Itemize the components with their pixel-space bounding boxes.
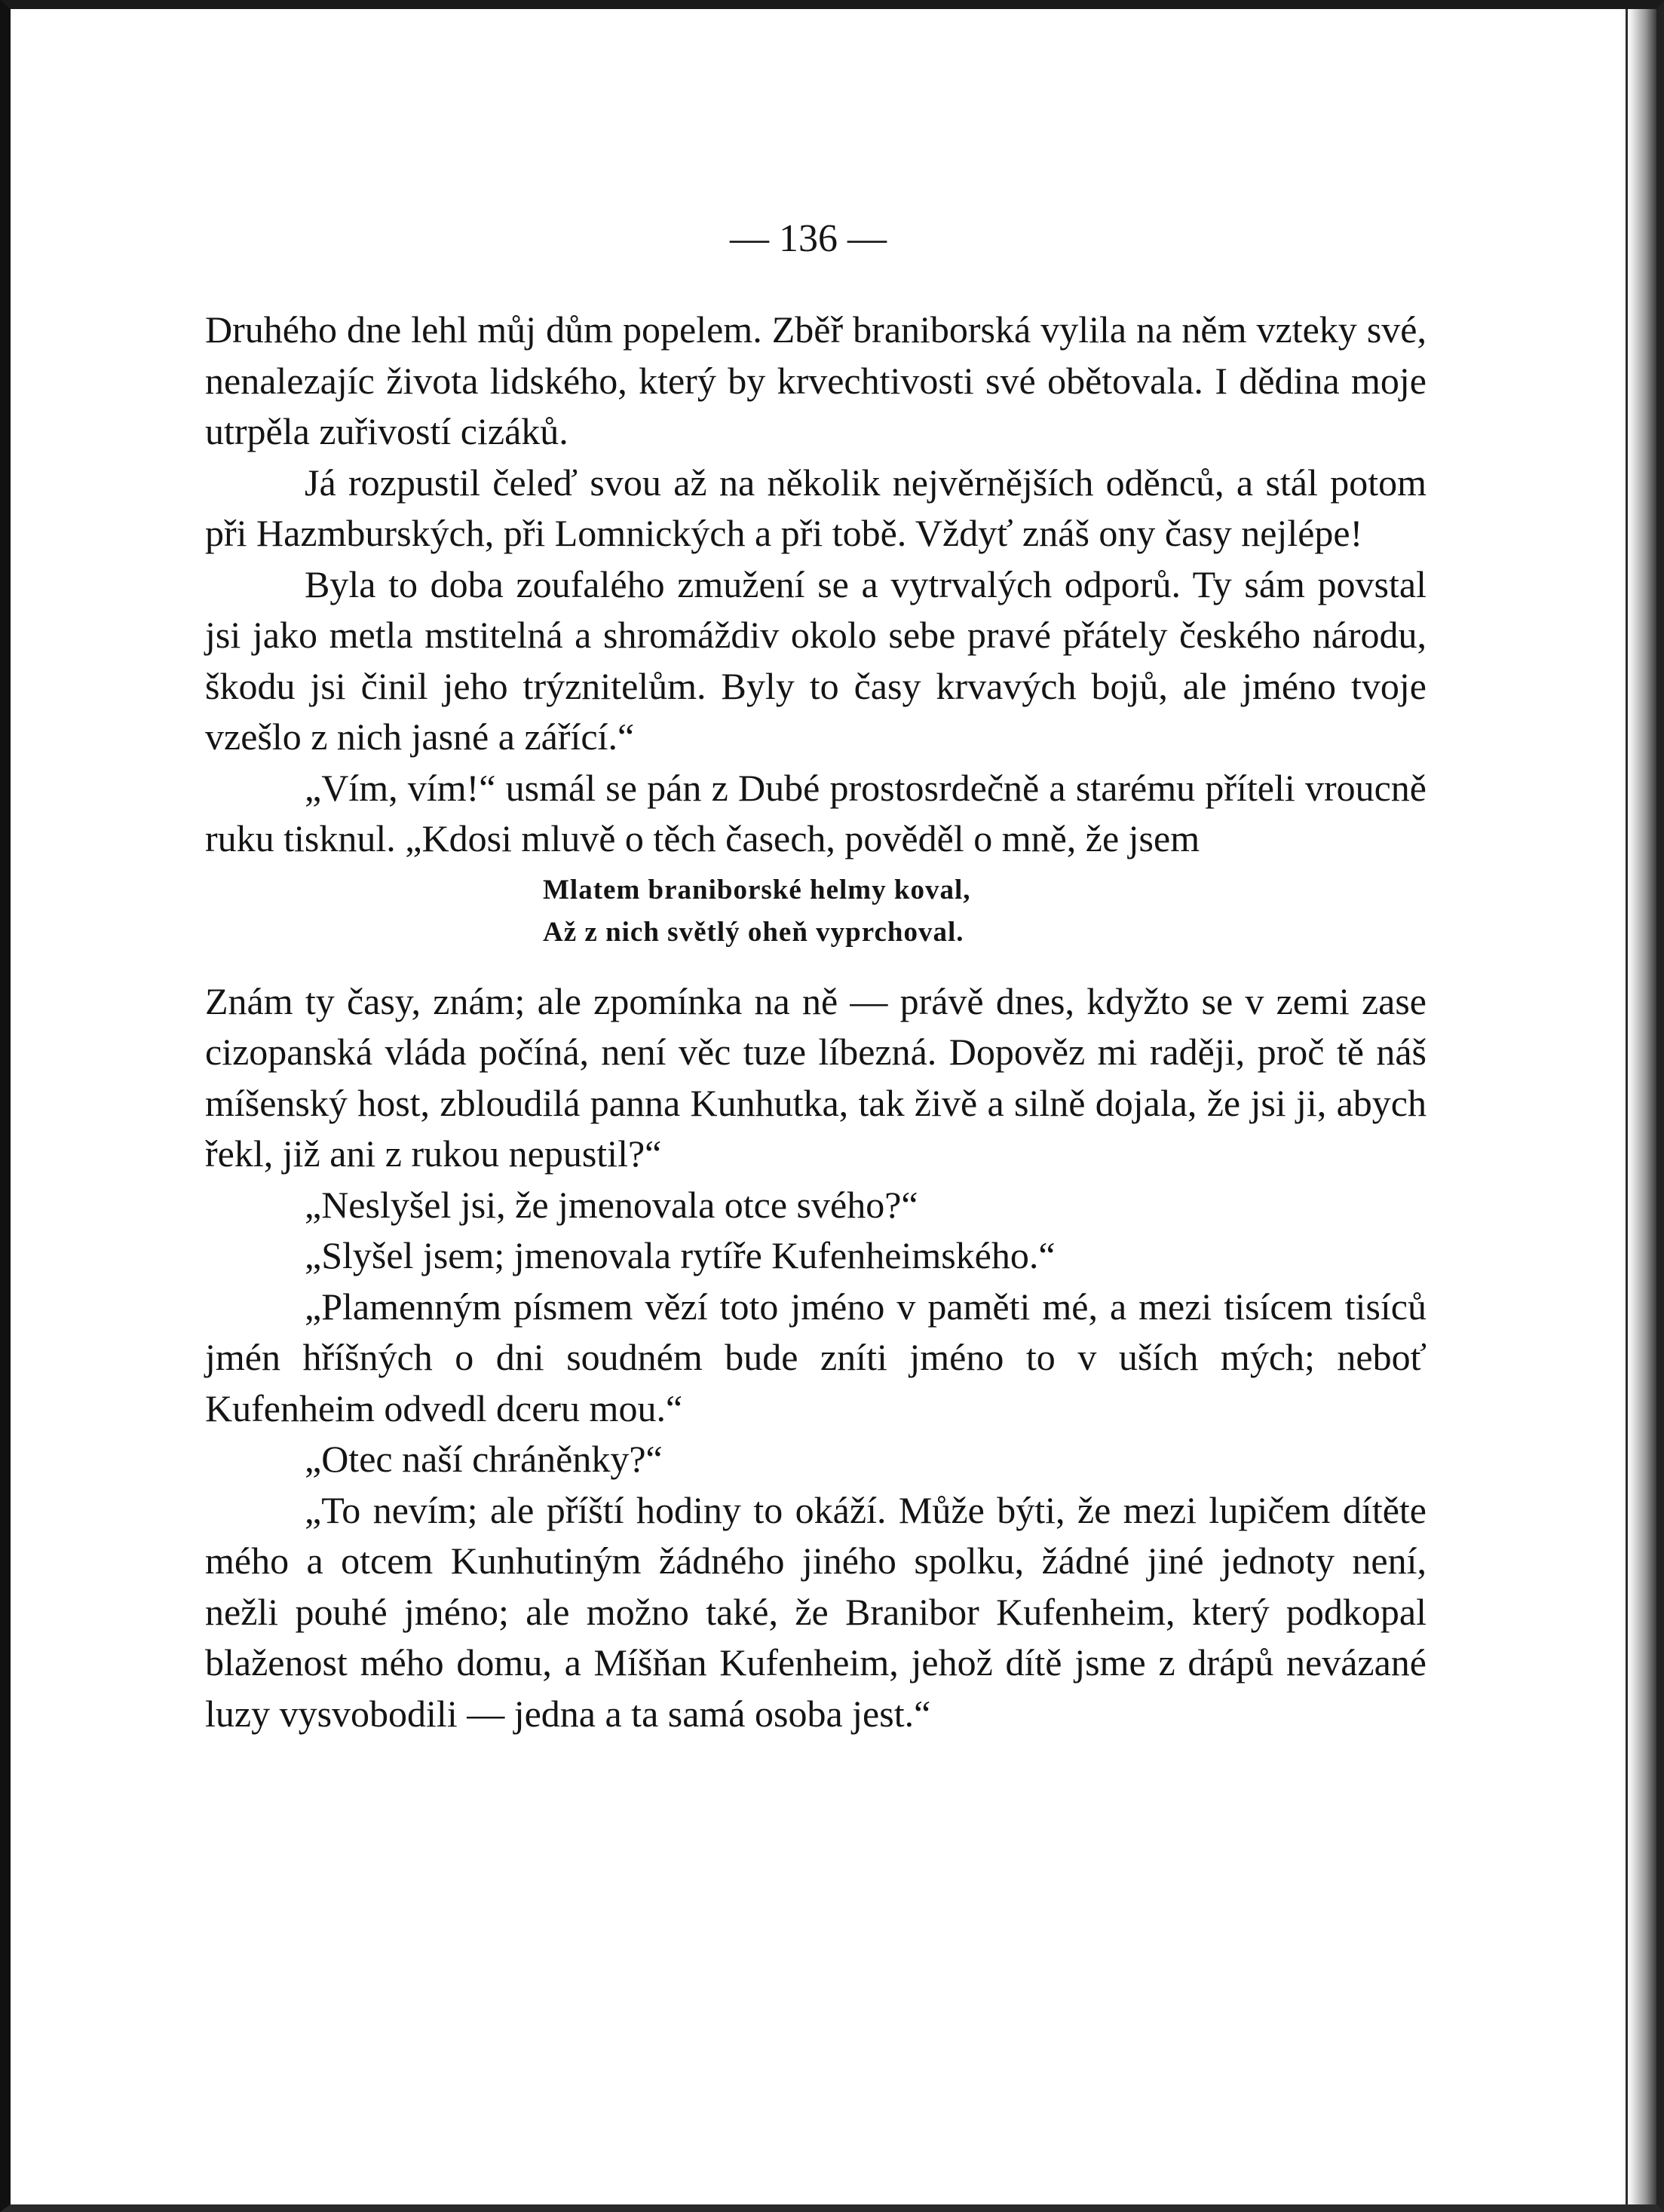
paragraph: „Plamenným písmem vězí toto jméno v paměti mé, a mezi tisícem tisíců jmén hříšných o dni soudném bude zníti jméno to v uších mých; neboť Kufenheim odvedl dceru mou.“ <box>205 1285 1427 1429</box>
page-number: — 136 — <box>730 217 887 260</box>
paragraph: Druhého dne lehl můj dům popelem. Zběř braniborská vylila na něm vzteky své, nenalezajíc života lidského, který by krvechtivosti své obětovala. I dědina moje utrpěla zuřivostí cizáků. <box>205 308 1427 452</box>
paragraph: „Neslyšel jsi, že jmenovala otce svého?“ <box>305 1183 918 1226</box>
book-spine-edge <box>1626 9 1628 2204</box>
verse-quote <box>543 869 1427 954</box>
paragraph: „Vím, vím!“ usmál se pán z Dubé prostosrdečně a starému příteli vroucně ruku tisknul. „Kdosi mluvě o těch časech, pověděl o mně, že jsem <box>205 766 1427 859</box>
verse-line: Až z nich světlý oheň vyprchoval. <box>543 916 964 948</box>
paragraph: Znám ty časy, znám; ale zpomínka na ně — právě dnes, kdyžto se v zemi zase cizopanská vláda počíná, není věc tuze líbezná. Dopověz mi raději, proč tě náš míšenský host, zbloudilá panna Kunhutka, tak živě a silně dojala, že jsi ji, abych řekl, již ani z rukou nepustil?“ <box>205 979 1427 1175</box>
page-text <box>205 305 1427 1739</box>
paragraph: „To nevím; ale příští hodiny to okáží. Může býti, že mezi lupičem dítěte mého a otcem Kunhutiným žádného jiného spolku, žádné jiné jednoty není, nežli pouhé jméno; ale možno také, že Branibor Kufenheim, který podkopal blaženost mého domu, a Míšňan Kufenheim, jehož dítě jsme z drápů nevázané luzy vysvobodili — jedna a ta samá osoba jest.“ <box>205 1488 1427 1735</box>
paragraph: Byla to doba zoufalého zmužení se a vytrvalých odporů. Ty sám povstal jsi jako metla mstitelná a shromáždiv okolo sebe pravé přátely českého národu, škodu jsi činil jeho trýznitelům. Byly to časy krvavých bojů, ale jméno tvoje vzešlo z nich jasné a zářící.“ <box>205 562 1427 758</box>
paragraph: Já rozpustil čeleď svou až na několik nejvěrnějších oděnců, a stál potom při Hazmburských, při Lomnických a při tobě. Vždyť znáš ony časy nejlépe! <box>205 461 1427 554</box>
paragraph: „Otec naší chráněnky?“ <box>305 1438 663 1480</box>
verse-line: Mlatem braniborské helmy koval, <box>543 874 971 905</box>
paragraph: „Slyšel jsem; jmenovala rytíře Kufenheimského.“ <box>305 1234 1056 1276</box>
book-page <box>205 213 1427 1739</box>
